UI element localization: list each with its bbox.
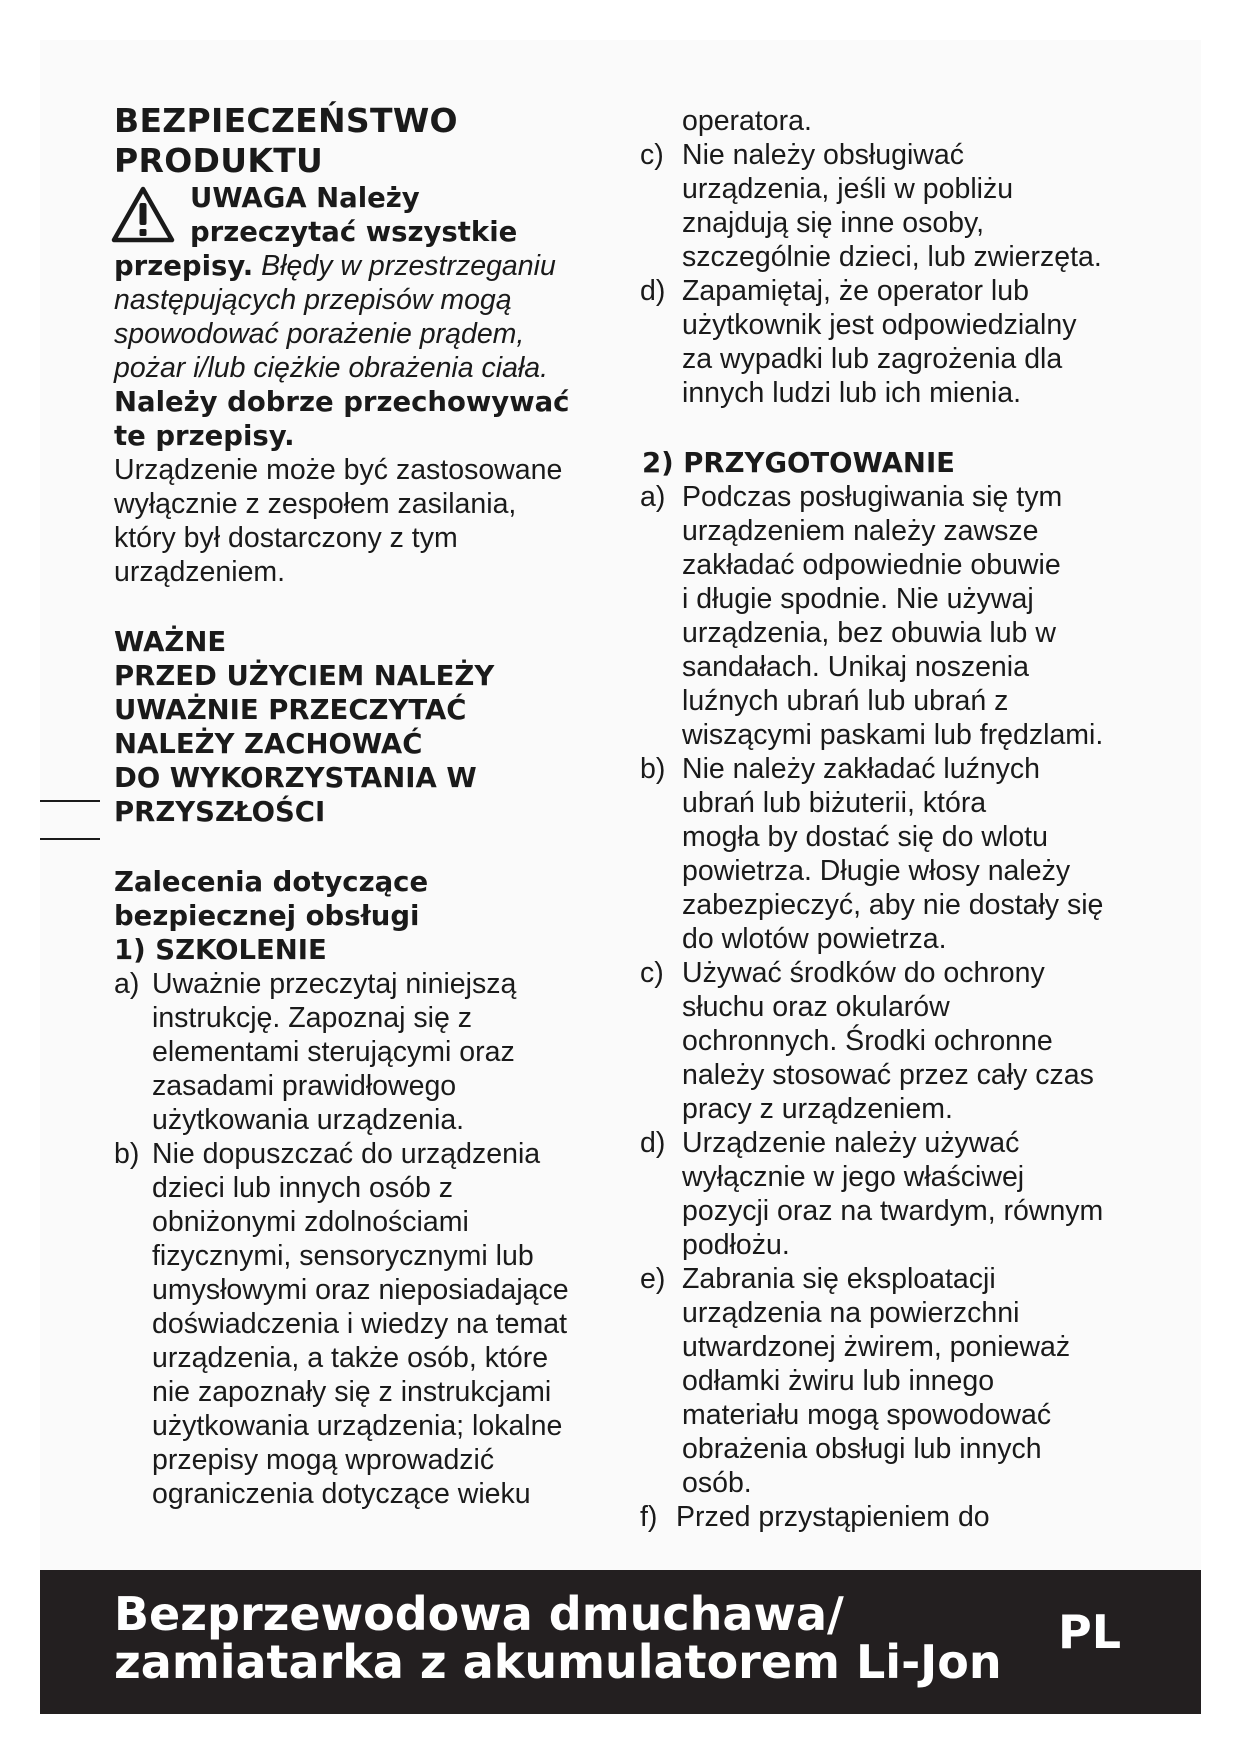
list-letter: f): [640, 1501, 658, 1533]
list-item: b) Nie należy zakładać luźnych ubrań lub biżuterii, która mogła by dostać się do wlotu powietrza. Długie włosy należy zabezpieczyć, aby nie dostały się do wlotów powietrza.: [640, 753, 1104, 955]
warning-italic-line: spowodować porażenie prądem,: [114, 318, 525, 350]
warning-line-2: przeczytać wszystkie: [190, 216, 518, 248]
spacer: [114, 829, 624, 865]
list-item: a) Podczas posługiwania się tym urządzeniem należy zawsze zakładać odpowiednie obuwie i długie spodnie. Nie używaj urządzenia, bez obuwia lub w sandałach. Unikaj noszenia luźnych ubrań lub ubrań z wiszącymi paskami lub frędzlami.: [640, 481, 1104, 751]
list-item: c) Nie należy obsługiwać urządzenia, jeśli w pobliżu znajdują się inne osoby, szczególnie dzieci, lub zwierzęta.: [640, 139, 1102, 273]
warning-line-3: przepisy. Błędy w przestrzeganiu: [114, 250, 556, 282]
recommendations-heading: Zalecenia dotyczące bezpiecznej obsługi 1) SZKOLENIE: [114, 865, 624, 967]
list-letter: a): [640, 481, 666, 513]
left-column: [114, 101, 624, 1511]
list-letter: b): [640, 753, 666, 785]
list-item: a) Uważnie przeczytaj niniejszą instrukcję. Zapoznaj się z elementami sterującymi oraz zasadami prawidłowego użytkowania urządzenia.: [114, 968, 517, 1136]
language-code: PL: [1058, 1605, 1122, 1659]
spacer: [114, 589, 624, 625]
warning-line-1: UWAGA Należy: [190, 182, 420, 214]
list-letter: d): [640, 1127, 666, 1159]
footer-bar: [40, 1570, 1201, 1714]
warning-block: [114, 181, 624, 453]
list-letter: b): [114, 1138, 140, 1170]
margin-rule: [40, 838, 100, 840]
product-title: Bezprzewodowa dmuchawa/ zamiatarka z akumulatorem Li-Jon: [114, 1587, 1002, 1689]
list-letter: c): [640, 957, 664, 989]
list-letter: c): [640, 139, 664, 171]
intro-paragraph: Urządzenie może być zastosowane wyłącznie z zespołem zasilania, który był dostarczony z tym urządzeniem.: [114, 454, 563, 588]
margin-rule: [40, 800, 100, 802]
section-1-title: 1) SZKOLENIE: [114, 934, 327, 966]
list-item: f) Przed przystąpieniem do: [640, 1501, 990, 1533]
warning-triangle-icon: [110, 185, 176, 245]
list-item: b) Nie dopuszczać do urządzenia dzieci lub innych osób z obniżonymi zdolnościami fizycznymi, sensorycznymi lub umysłowymi oraz nieposiadające doświadczenia i wiedzy na temat urządzenia, a także osób, które nie zapoznały się z instrukcjami użytkowania urządzenia; lokalne przepisy mogą wprowadzić ograniczenia dotyczące wieku: [114, 1138, 569, 1510]
list-letter: a): [114, 968, 140, 1000]
section-2-title: 2) PRZYGOTOWANIE: [642, 447, 955, 479]
list-item: e) Zabrania się eksploatacji urządzenia na powierzchni utwardzonej żwirem, ponieważ odłamki żwiru lub innego materiału mogą spowodować obrażenia obsługi lub innych osób.: [640, 1263, 1071, 1499]
warning-italic-line: następujących przepisów mogą: [114, 284, 512, 316]
spacer: [642, 410, 1142, 446]
list-letter: d): [640, 275, 666, 307]
list-item: d) Urządzenie należy używać wyłącznie w jego właściwej pozycji oraz na twardym, równym podłożu.: [640, 1127, 1104, 1261]
list-item: d) Zapamiętaj, że operator lub użytkownik jest odpowiedzialny za wypadki lub zagrożenia dla innych ludzi lub ich mienia.: [640, 275, 1077, 409]
continued-text: operatora.: [682, 105, 812, 137]
section-title: BEZPIECZEŃSTWO PRODUKTU: [114, 101, 458, 180]
warning-store-line: te przepisy.: [114, 420, 295, 452]
warning-store-line: Należy dobrze przechowywać: [114, 386, 570, 418]
right-column: [642, 104, 1142, 1534]
list-item: c) Używać środków do ochrony słuchu oraz okularów ochronnych. Środki ochronne należy stosować przez cały czas pracy z urządzeniem.: [640, 957, 1094, 1125]
important-notice: WAŻNE PRZED UŻYCIEM NALEŻY UWAŻNIE PRZECZYTAĆ NALEŻY ZACHOWAĆ DO WYKORZYSTANIA W PRZYSZŁOŚCI: [114, 626, 495, 828]
warning-italic-line: pożar i/lub ciężkie obrażenia ciała.: [114, 352, 549, 384]
list-letter: e): [640, 1263, 666, 1295]
